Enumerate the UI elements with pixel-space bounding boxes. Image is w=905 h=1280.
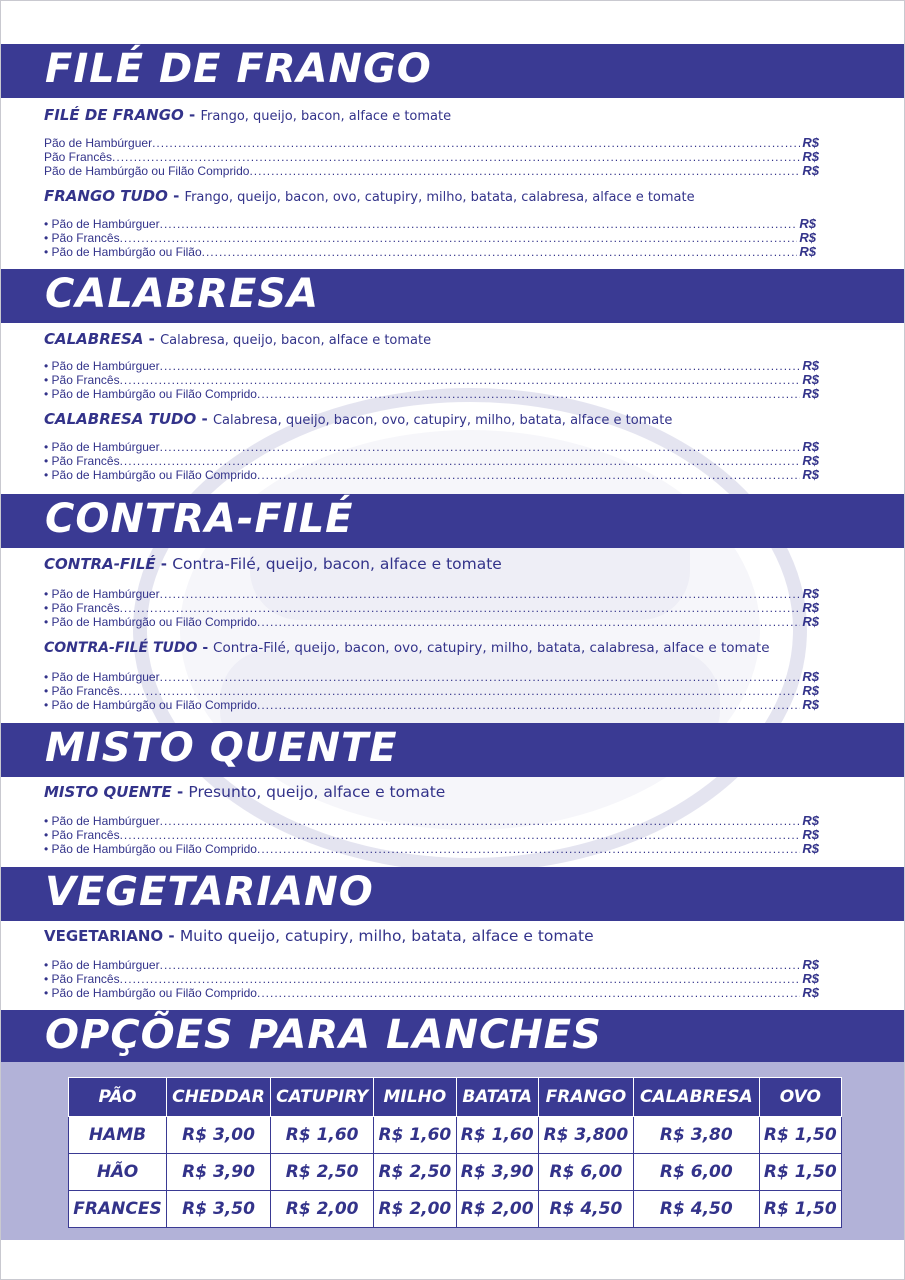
- table-cell: R$ 2,00: [456, 1191, 538, 1228]
- section-banner-calabresa: [1, 269, 904, 323]
- table-cell: R$ 2,00: [271, 1191, 374, 1228]
- item-heading: MISTO QUENTE - Presunto, queijo, alface e tomate: [44, 783, 446, 801]
- table-cell: R$ 1,60: [271, 1117, 374, 1154]
- price-line: • Pão de Hambúrgão ou Filão ..... R$: [44, 245, 816, 259]
- price-line: • Pão Francês ..... R$: [44, 828, 819, 842]
- price-line: • Pão de Hambúrguer ..... R$: [44, 814, 819, 828]
- section-banner-file-de-frango: [1, 44, 904, 98]
- price-line: • Pão Francês ..... R$: [44, 684, 819, 698]
- price-line: Pão Francês ..... R$: [44, 150, 819, 164]
- column-header: CHEDDAR: [167, 1078, 271, 1117]
- table-row: [69, 1191, 842, 1228]
- table-cell: R$ 3,00: [167, 1117, 271, 1154]
- table-cell: R$ 1,50: [759, 1191, 841, 1228]
- column-header: MILHO: [374, 1078, 456, 1117]
- price-line: • Pão de Hambúrguer ..... R$: [44, 670, 819, 684]
- section-title: FILÉ DE FRANGO: [45, 46, 432, 92]
- table-header-row: [69, 1078, 842, 1117]
- price-line: • Pão de Hambúrguer ..... R$: [44, 958, 819, 972]
- section-title: CONTRA-FILÉ: [45, 496, 354, 542]
- item-heading: CONTRA-FILÉ - Contra-Filé, queijo, bacon, alface e tomate: [44, 555, 502, 573]
- section-banner-vegetariano: [1, 867, 904, 921]
- table-cell: R$ 1,50: [759, 1117, 841, 1154]
- price-line: • Pão Francês ..... R$: [44, 972, 819, 986]
- price-line: • Pão de Hambúrguer ..... R$: [44, 359, 819, 373]
- section-banner-misto-quente: [1, 723, 904, 777]
- table-cell: R$ 3,800: [538, 1117, 633, 1154]
- price-line: • Pão Francês ..... R$: [44, 454, 819, 468]
- table-cell: R$ 4,50: [538, 1191, 633, 1228]
- table-row: [69, 1117, 842, 1154]
- table-cell: R$ 2,50: [271, 1154, 374, 1191]
- section-banner-opcoes: [1, 1010, 904, 1064]
- price-line: • Pão Francês ..... R$: [44, 231, 816, 245]
- table-cell: R$ 2,00: [374, 1191, 456, 1228]
- options-table: [68, 1077, 842, 1228]
- price-line: • Pão de Hambúrgão ou Filão Comprido ..... R$: [44, 986, 819, 1000]
- row-header: FRANCES: [69, 1191, 167, 1228]
- row-header: HAMB: [69, 1117, 167, 1154]
- item-heading: CONTRA-FILÉ TUDO - Contra-Filé, queijo, bacon, ovo, catupiry, milho, batata, calabresa, alface e tomate: [44, 640, 770, 656]
- price-line: • Pão de Hambúrguer ..... R$: [44, 587, 819, 601]
- table-cell: R$ 1,60: [374, 1117, 456, 1154]
- price-line: • Pão Francês ..... R$: [44, 373, 819, 387]
- section-banner-contra-file: [1, 494, 904, 548]
- price-line: Pão de Hambúrguer ..... R$: [44, 136, 819, 150]
- price-line: • Pão de Hambúrgão ou Filão Comprido ..... R$: [44, 698, 819, 712]
- table-cell: R$ 6,00: [633, 1154, 759, 1191]
- price-line: • Pão de Hambúrgão ou Filão Comprido ..... R$: [44, 468, 819, 482]
- table-cell: R$ 2,50: [374, 1154, 456, 1191]
- column-header: BATATA: [456, 1078, 538, 1117]
- section-title: CALABRESA: [45, 271, 320, 317]
- section-title: MISTO QUENTE: [45, 725, 398, 771]
- item-heading: CALABRESA - Calabresa, queijo, bacon, alface e tomate: [44, 330, 432, 348]
- item-heading: CALABRESA TUDO - Calabresa, queijo, bacon, ovo, catupiry, milho, batata, alface e tomate: [44, 410, 673, 428]
- table-row: [69, 1154, 842, 1191]
- table-cell: R$ 3,90: [167, 1154, 271, 1191]
- price-line: • Pão de Hambúrgão ou Filão Comprido ..... R$: [44, 387, 819, 401]
- price-line: Pão de Hambúrgão ou Filão Comprido ..... R$: [44, 164, 819, 178]
- column-header: CALABRESA: [633, 1078, 759, 1117]
- price-line: • Pão de Hambúrgão ou Filão Comprido ..... R$: [44, 842, 819, 856]
- table-cell: R$ 3,50: [167, 1191, 271, 1228]
- column-header: FRANGO: [538, 1078, 633, 1117]
- item-heading: FILÉ DE FRANGO - Frango, queijo, bacon, alface e tomate: [44, 106, 452, 124]
- section-title: OPÇÕES PARA LANCHES: [45, 1012, 602, 1058]
- table-cell: R$ 3,80: [633, 1117, 759, 1154]
- table-cell: R$ 1,50: [759, 1154, 841, 1191]
- item-heading: VEGETARIANO - Muito queijo, catupiry, milho, batata, alface e tomate: [44, 927, 594, 945]
- price-line: • Pão de Hambúrguer ..... R$: [44, 217, 816, 231]
- section-title: VEGETARIANO: [45, 869, 374, 915]
- table-cell: R$ 6,00: [538, 1154, 633, 1191]
- table-cell: R$ 4,50: [633, 1191, 759, 1228]
- column-header: CATUPIRY: [271, 1078, 374, 1117]
- column-header: OVO: [759, 1078, 841, 1117]
- price-line: • Pão Francês ..... R$: [44, 601, 819, 615]
- row-header: HÃO: [69, 1154, 167, 1191]
- item-heading: FRANGO TUDO - Frango, queijo, bacon, ovo, catupiry, milho, batata, calabresa, alface e tomate: [44, 187, 695, 205]
- price-line: • Pão de Hambúrguer ..... R$: [44, 440, 819, 454]
- table-cell: R$ 1,60: [456, 1117, 538, 1154]
- table-cell: R$ 3,90: [456, 1154, 538, 1191]
- column-header: PÃO: [69, 1078, 167, 1117]
- price-line: • Pão de Hambúrgão ou Filão Comprido ..... R$: [44, 615, 819, 629]
